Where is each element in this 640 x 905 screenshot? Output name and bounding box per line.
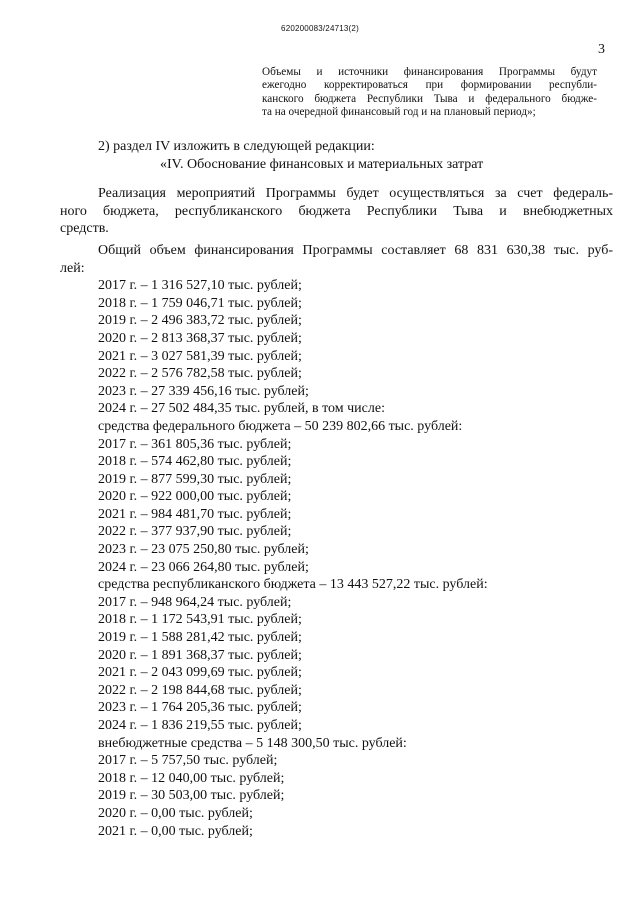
document-id: 620200083/24713(2) bbox=[281, 24, 359, 33]
list-item: 2017 г. – 1 316 527,10 тыс. рублей; bbox=[98, 278, 302, 294]
list-item: 2023 г. – 27 339 456,16 тыс. рублей; bbox=[98, 383, 309, 399]
list-item: 2018 г. – 574 462,80 тыс. рублей; bbox=[98, 454, 292, 470]
list-item: 2018 г. – 1 172 543,91 тыс. рублей; bbox=[98, 612, 302, 628]
note-line: Объемы и источники финансирования Программы будут bbox=[262, 66, 597, 78]
document-body bbox=[60, 138, 613, 840]
list-item: 2019 г. – 2 496 383,72 тыс. рублей; bbox=[98, 313, 302, 329]
paragraph-line: средств. bbox=[60, 221, 109, 237]
list-item: 2019 г. – 1 588 281,42 тыс. рублей; bbox=[98, 630, 302, 646]
list-item: 2024 г. – 27 502 484,35 тыс. рублей, в том числе: bbox=[98, 401, 385, 417]
note-line: та на очередной финансовый год и на плановый период»; bbox=[262, 106, 536, 119]
note-line: ежегодно корректироваться при формировании республи- bbox=[262, 79, 597, 92]
list-item: 2022 г. – 377 937,90 тыс. рублей; bbox=[98, 524, 292, 540]
list-item: 2021 г. – 2 043 099,69 тыс. рублей; bbox=[98, 665, 302, 681]
list-item: 2019 г. – 877 599,30 тыс. рублей; bbox=[98, 471, 292, 487]
paragraph-line: Общий объем финансирования Программы составляет 68 831 630,38 тыс. руб- bbox=[98, 242, 613, 258]
list-item: 2021 г. – 3 027 581,39 тыс. рублей; bbox=[98, 348, 302, 364]
list-item: 2020 г. – 2 813 368,37 тыс. рублей; bbox=[98, 330, 302, 346]
page-number: 3 bbox=[598, 42, 605, 57]
list-item: 2020 г. – 0,00 тыс. рублей; bbox=[98, 805, 253, 821]
paragraph-line: Реализация мероприятий Программы будет осуществляться за счет федераль- bbox=[98, 186, 613, 202]
note-line: канского бюджета Республики Тыва и федерального бюдже- bbox=[262, 92, 597, 105]
federal-by-year-list bbox=[60, 436, 613, 577]
list-item: 2017 г. – 948 964,24 тыс. рублей; bbox=[98, 594, 292, 610]
paragraph-line: ного бюджета, республиканского бюджета Республики Тыва и внебюджетных bbox=[60, 203, 613, 219]
section-intro: 2) раздел IV изложить в следующей редакции: bbox=[98, 139, 375, 154]
list-item: 2022 г. – 2 198 844,68 тыс. рублей; bbox=[98, 682, 302, 698]
passport-note bbox=[262, 66, 597, 120]
section-heading: «IV. Обоснование финансовых и материальных затрат bbox=[160, 156, 484, 172]
paragraph-total bbox=[60, 242, 613, 277]
list-item: 2023 г. – 1 764 205,36 тыс. рублей; bbox=[98, 700, 302, 716]
list-item: 2018 г. – 1 759 046,71 тыс. рублей; bbox=[98, 295, 302, 311]
list-item: 2021 г. – 984 481,70 тыс. рублей; bbox=[98, 506, 292, 522]
republic-by-year-list bbox=[60, 594, 613, 735]
total-by-year-list bbox=[60, 277, 613, 418]
list-item: 2022 г. – 2 576 782,58 тыс. рублей; bbox=[98, 366, 302, 382]
list-item: 2024 г. – 1 836 219,55 тыс. рублей; bbox=[98, 718, 302, 733]
paragraph-sources bbox=[60, 185, 613, 238]
list-item: 2019 г. – 30 503,00 тыс. рублей; bbox=[98, 788, 285, 804]
republic-budget-title: средства республиканского бюджета – 13 443 527,22 тыс. рублей: bbox=[98, 577, 488, 593]
list-item: 2024 г. – 23 066 264,80 тыс. рублей; bbox=[98, 559, 309, 575]
offbudget-by-year-list bbox=[60, 752, 613, 840]
list-item: 2021 г. – 0,00 тыс. рублей; bbox=[98, 823, 253, 839]
list-item: 2023 г. – 23 075 250,80 тыс. рублей; bbox=[98, 542, 309, 558]
list-item: 2018 г. – 12 040,00 тыс. рублей; bbox=[98, 770, 285, 786]
list-item: 2020 г. – 1 891 368,37 тыс. рублей; bbox=[98, 647, 302, 663]
federal-budget-title: средства федерального бюджета – 50 239 802,66 тыс. рублей: bbox=[98, 418, 463, 434]
paragraph-line: лей: bbox=[60, 260, 85, 276]
offbudget-title: внебюджетные средства – 5 148 300,50 тыс. рублей: bbox=[98, 735, 407, 751]
list-item: 2020 г. – 922 000,00 тыс. рублей; bbox=[98, 489, 292, 505]
list-item: 2017 г. – 5 757,50 тыс. рублей; bbox=[98, 753, 278, 769]
list-item: 2017 г. – 361 805,36 тыс. рублей; bbox=[98, 436, 292, 452]
